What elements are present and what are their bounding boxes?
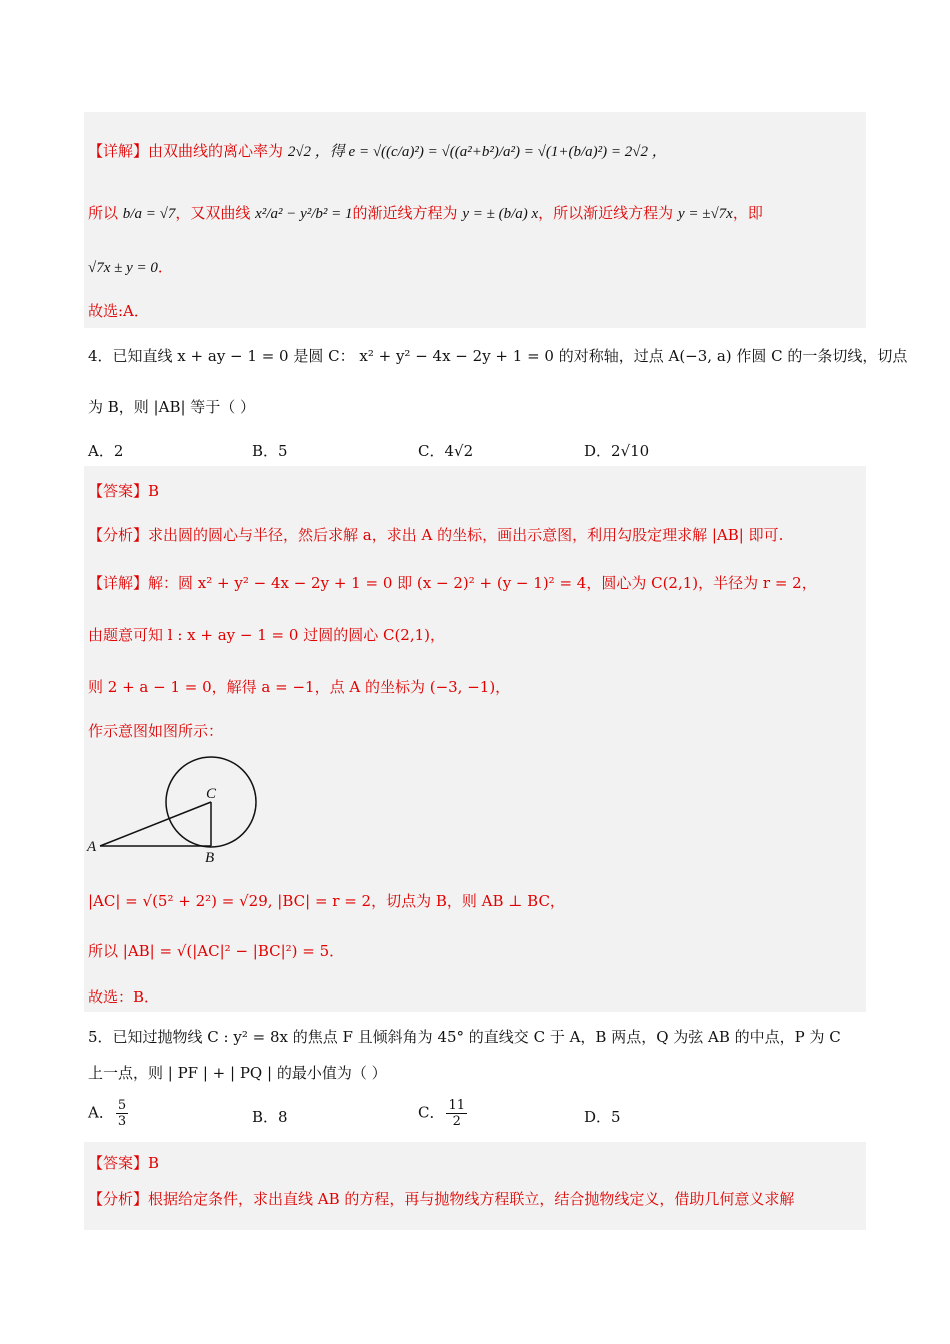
answer-tag: 【答案】 xyxy=(88,1154,149,1172)
option-label: A． xyxy=(88,1103,114,1122)
detail-text: 由双曲线的离心率为 xyxy=(148,142,284,160)
detail-tag: 【详解】 xyxy=(88,574,149,592)
q5-analysis xyxy=(88,1188,794,1209)
q3-detail-line3 xyxy=(88,256,173,277)
analysis-text: 根据给定条件，求出直线 AB 的方程，再与抛物线方程联立，结合抛物线定义，借助几何意义求解 xyxy=(148,1190,795,1208)
q3-detail-line1 xyxy=(88,140,667,161)
q4-answer xyxy=(88,480,159,501)
text-fragment: 的渐近线方程为 xyxy=(352,204,458,222)
text-fragment: 所以 xyxy=(88,204,119,222)
q4-detail-5 xyxy=(88,890,565,911)
analysis-tag: 【分析】 xyxy=(88,526,149,544)
fraction xyxy=(446,1098,467,1129)
denominator: 3 xyxy=(117,1114,127,1129)
text-fragment: ，又双曲线 xyxy=(175,204,251,222)
answer-value: B xyxy=(148,1154,160,1172)
q4-option-d: D．2√10 xyxy=(584,442,650,460)
detail-text: |AC| = √(5² + 2²) = √29, |BC| = r = 2，切点为 B，则 AB ⊥ BC， xyxy=(88,892,565,910)
label-a: A xyxy=(87,839,97,855)
label-b: B xyxy=(205,850,215,866)
asymptote-general: y = ± (b/a) x xyxy=(462,206,539,222)
q4-option-b: B．5 xyxy=(252,442,288,460)
fraction xyxy=(116,1098,128,1129)
hyperbola-equation: x²/a² − y²/b² = 1 xyxy=(255,206,353,222)
q4-detail-6: 所以 |AB| = √(|AC|² − |BC|²) = 5． xyxy=(88,942,345,960)
q5-option-d: D．5 xyxy=(584,1108,621,1126)
answer-tag: 【答案】 xyxy=(88,482,149,500)
q3-detail-line2 xyxy=(88,202,763,223)
option-label: C． xyxy=(418,1103,445,1122)
analysis-text: 求出圆的圆心与半径，然后求解 a，求出 A 的坐标，画出示意图，利用勾股定理求解 |AB| 即可. xyxy=(148,526,784,544)
eccentricity-formula: 2√2 ，得 e = √((c/a)²) = √((a²+b²)/a²) = √(1+(b/a)²) = 2√2 ， xyxy=(287,144,667,160)
q4-stem-line1: 4．已知直线 x + ay − 1 = 0 是圆 C： x² + y² − 4x − 2y + 1 = 0 的对称轴，过点 A(−3, a) 作圆 C 的一条切线，切点 xyxy=(88,347,908,365)
text-fragment: ． xyxy=(157,258,173,276)
q5-answer xyxy=(88,1152,159,1173)
answer-value: B xyxy=(148,482,160,500)
q5-solution-block xyxy=(84,1142,866,1230)
asymptote-final: √7x ± y = 0 xyxy=(88,260,158,276)
denominator: 2 xyxy=(452,1114,461,1129)
numerator: 5 xyxy=(117,1098,127,1113)
q4-solution-block xyxy=(84,466,866,1012)
q4-detail-3: 则 2 + a − 1 = 0，解得 a = −1，点 A 的坐标为 (−3, −1)， xyxy=(88,678,511,696)
q4-analysis xyxy=(88,524,783,545)
q5-option-b: B．8 xyxy=(252,1108,288,1126)
q5-stem-line1: 5．已知过抛物线 C : y² = 8x 的焦点 F 且倾斜角为 45° 的直线交 C 于 A，B 两点，Q 为弦 AB 的中点，P 为 C xyxy=(88,1028,841,1046)
analysis-tag: 【分析】 xyxy=(88,1190,149,1208)
q5-stem-line2: 上一点，则 | PF | + | PQ | 的最小值为（ ） xyxy=(88,1064,387,1082)
q5-option-a xyxy=(88,1098,130,1129)
q4-detail-7: 故选：B． xyxy=(88,988,160,1006)
q4-stem-line2: 为 B，则 |AB| 等于（ ） xyxy=(88,398,256,416)
text-fragment: ，所以渐近线方程为 xyxy=(538,204,674,222)
detail-tag: 【详解】 xyxy=(88,142,149,160)
q4-option-a: A．2 xyxy=(88,442,124,460)
q4-option-c: C．4√2 xyxy=(418,442,474,460)
numerator: 11 xyxy=(448,1098,466,1113)
detail-text: 解：圆 x² + y² − 4x − 2y + 1 = 0 即 (x − 2)² + (y − 1)² = 4，圆心为 C(2,1)，半径为 r = 2， xyxy=(148,574,817,592)
q3-detail-block xyxy=(84,112,866,328)
q4-detail-4: 作示意图如图所示： xyxy=(88,722,224,740)
q4-detail-1 xyxy=(88,572,817,593)
q4-figure xyxy=(86,754,258,866)
text-fragment: ，即 xyxy=(732,204,763,222)
asymptote-result: y = ±√7x xyxy=(677,206,733,222)
label-c: C xyxy=(206,786,217,802)
q3-choice: 故选:A． xyxy=(88,302,149,320)
q5-option-c xyxy=(418,1098,469,1129)
q4-detail-2: 由题意可知 l : x + ay − 1 = 0 过圆的圆心 C(2,1)， xyxy=(88,626,446,644)
circle-tangent-diagram xyxy=(86,754,258,866)
ratio-formula: b/a = √7 xyxy=(122,206,176,222)
